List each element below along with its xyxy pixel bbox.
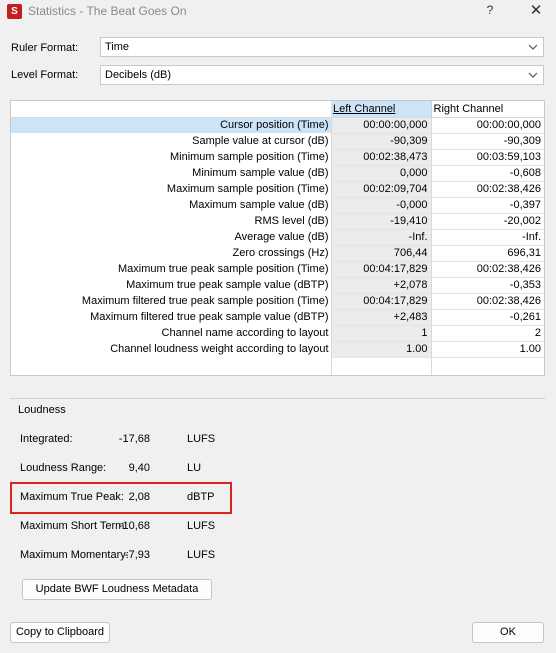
left-channel-value[interactable]: -90,309 xyxy=(331,133,431,149)
right-channel-value[interactable]: -0,353 xyxy=(431,277,544,293)
left-channel-value[interactable]: 00:00:00,000 xyxy=(331,117,431,133)
table-row[interactable] xyxy=(11,325,544,341)
ruler-format-label: Ruler Format: xyxy=(11,42,79,54)
row-label[interactable]: Channel name according to layout xyxy=(11,325,331,341)
row-label[interactable]: Minimum sample value (dB) xyxy=(11,165,331,181)
table-row[interactable] xyxy=(11,133,544,149)
table-row[interactable] xyxy=(11,229,544,245)
chevron-down-icon xyxy=(527,66,539,84)
left-channel-value[interactable]: 00:02:09,704 xyxy=(331,181,431,197)
max-true-peak-unit: dBTP xyxy=(187,491,215,503)
table-row[interactable] xyxy=(11,341,544,357)
table-row[interactable] xyxy=(11,181,544,197)
ok-button[interactable]: OK xyxy=(472,622,544,643)
copy-to-clipboard-button[interactable]: Copy to Clipboard xyxy=(10,622,110,643)
left-channel-value[interactable]: 1 xyxy=(331,325,431,341)
right-channel-value[interactable]: 00:03:59,103 xyxy=(431,149,544,165)
column-header-left-channel[interactable]: Left Channel xyxy=(331,101,431,117)
chevron-down-icon xyxy=(527,38,539,56)
title-bar xyxy=(0,0,556,24)
row-label[interactable]: Cursor position (Time) xyxy=(11,117,331,133)
row-label[interactable]: Maximum sample position (Time) xyxy=(11,181,331,197)
column-divider xyxy=(331,358,332,376)
column-header-right-channel[interactable]: Right Channel xyxy=(431,101,544,117)
row-label[interactable]: Maximum filtered true peak sample value (dBTP) xyxy=(11,309,331,325)
left-channel-value[interactable]: 00:04:17,829 xyxy=(331,261,431,277)
update-bwf-loudness-button[interactable]: Update BWF Loudness Metadata xyxy=(22,579,212,600)
table-row[interactable] xyxy=(11,117,544,133)
integrated-label: Integrated: xyxy=(20,433,73,445)
row-label[interactable]: Maximum true peak sample value (dBTP) xyxy=(11,277,331,293)
left-channel-value[interactable]: 00:04:17,829 xyxy=(331,293,431,309)
right-channel-value[interactable]: -Inf. xyxy=(431,229,544,245)
right-channel-value[interactable]: 2 xyxy=(431,325,544,341)
level-format-select[interactable] xyxy=(100,65,544,85)
level-format-label: Level Format: xyxy=(11,69,79,81)
close-button[interactable]: ✕ xyxy=(529,2,543,19)
integrated-value: -17,68 xyxy=(118,433,150,445)
left-channel-value[interactable]: 00:02:38,473 xyxy=(331,149,431,165)
table-row[interactable] xyxy=(11,149,544,165)
left-channel-value[interactable]: 706,44 xyxy=(331,245,431,261)
left-channel-value[interactable]: 0,000 xyxy=(331,165,431,181)
level-format-value: Decibels (dB) xyxy=(105,69,172,81)
left-channel-value[interactable]: 1.00 xyxy=(331,341,431,357)
corner-cell xyxy=(11,101,331,117)
row-label[interactable]: Minimum sample position (Time) xyxy=(11,149,331,165)
row-label[interactable]: RMS level (dB) xyxy=(11,213,331,229)
max-momentary-unit: LUFS xyxy=(187,549,216,561)
app-icon: S xyxy=(7,4,22,19)
table-row[interactable] xyxy=(11,245,544,261)
right-channel-value[interactable]: 696,31 xyxy=(431,245,544,261)
ruler-format-select[interactable] xyxy=(100,37,544,57)
right-channel-value[interactable]: -20,002 xyxy=(431,213,544,229)
help-button[interactable]: ? xyxy=(486,3,494,17)
row-label[interactable]: Zero crossings (Hz) xyxy=(11,245,331,261)
table-row[interactable] xyxy=(11,309,544,325)
ruler-format-value: Time xyxy=(105,41,130,53)
row-label[interactable]: Sample value at cursor (dB) xyxy=(11,133,331,149)
column-divider xyxy=(431,358,432,376)
left-channel-value[interactable]: -Inf. xyxy=(331,229,431,245)
right-channel-value[interactable]: 00:02:38,426 xyxy=(431,293,544,309)
integrated-unit: LUFS xyxy=(187,433,216,445)
max-momentary-label: Maximum Momentary: xyxy=(20,549,129,561)
table-header-row xyxy=(11,101,544,117)
row-label[interactable]: Channel loudness weight according to layout xyxy=(11,341,331,357)
row-label[interactable]: Maximum sample value (dB) xyxy=(11,197,331,213)
table-row[interactable] xyxy=(11,213,544,229)
row-label[interactable]: Average value (dB) xyxy=(11,229,331,245)
max-true-peak-label: Maximum True Peak: xyxy=(20,491,124,503)
max-short-term-unit: LUFS xyxy=(187,520,216,532)
window-title: Statistics - The Beat Goes On xyxy=(28,4,187,18)
table-row[interactable] xyxy=(11,277,544,293)
right-channel-value[interactable]: 00:02:38,426 xyxy=(431,181,544,197)
right-channel-value[interactable]: -0,608 xyxy=(431,165,544,181)
left-channel-value[interactable]: +2,078 xyxy=(331,277,431,293)
loudness-range-value: 9,40 xyxy=(128,462,150,474)
right-channel-value[interactable]: -0,397 xyxy=(431,197,544,213)
row-label[interactable]: Maximum filtered true peak sample position (Time) xyxy=(11,293,331,309)
highlight-annotation-box xyxy=(10,482,232,514)
table-row[interactable] xyxy=(11,165,544,181)
left-channel-value[interactable]: +2,483 xyxy=(331,309,431,325)
loudness-range-unit: LU xyxy=(187,462,202,474)
right-channel-value[interactable]: 00:00:00,000 xyxy=(431,117,544,133)
right-channel-value[interactable]: 00:02:38,426 xyxy=(431,261,544,277)
table-row[interactable] xyxy=(11,197,544,213)
right-channel-value[interactable]: 1.00 xyxy=(431,341,544,357)
left-channel-value[interactable]: -19,410 xyxy=(331,213,431,229)
table-row[interactable] xyxy=(11,261,544,277)
right-channel-value[interactable]: -90,309 xyxy=(431,133,544,149)
max-short-term-label: Maximum Short Term: xyxy=(20,520,128,532)
max-short-term-value: -10,68 xyxy=(118,520,150,532)
max-momentary-value: -7,93 xyxy=(124,549,150,561)
loudness-group-title: Loudness xyxy=(18,404,66,416)
left-channel-value[interactable]: -0,000 xyxy=(331,197,431,213)
statistics-table[interactable] xyxy=(10,100,545,376)
row-label[interactable]: Maximum true peak sample position (Time) xyxy=(11,261,331,277)
right-channel-value[interactable]: -0,261 xyxy=(431,309,544,325)
table-row[interactable] xyxy=(11,293,544,309)
max-true-peak-value: 2,08 xyxy=(128,491,150,503)
loudness-range-label: Loudness Range: xyxy=(20,462,107,474)
